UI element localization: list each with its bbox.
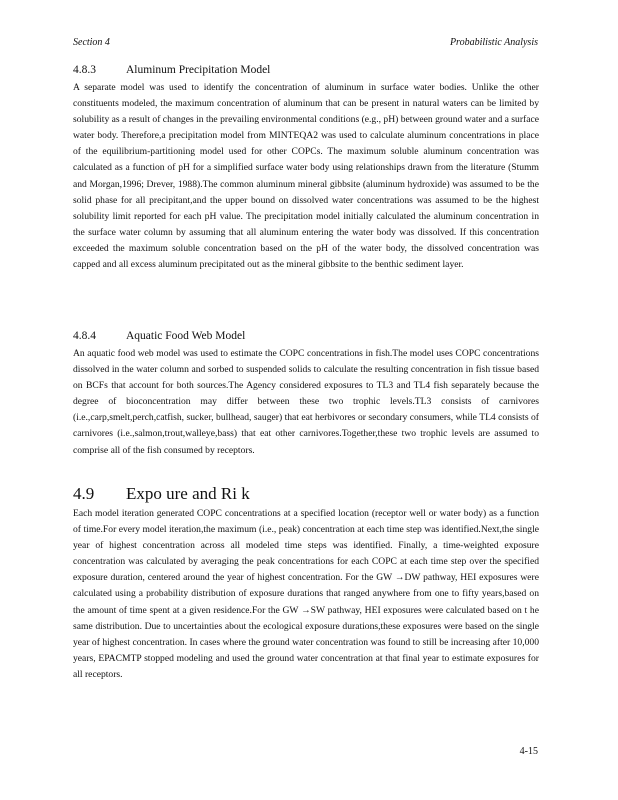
paragraph-aluminum-model: A separate model was used to identify the concentration of aluminum in surface water bodies. Unlike the other constituents modeled, the maximum concentration of aluminum that can be present in natural waters can be limited by solubility as a result of changes in the prevailing environmental conditions (e.g., pH) between ground water and a surface water body. Therefore,a precipitation model from MINTEQA2 was used to calculate aluminum concentrations in place of the equilibrium-partitioning model used for other COPCs. The maximum soluble aluminum concentration was calculated as a function of pH for a simplified surface water body using relationships drawn from the literature (Stumm and Morgan,1996; Drever, 1988).The common aluminum mineral gibbsite (aluminum hydroxide) was assumed to be the solid phase for all precipitant,and the upper bound on dissolved water concentrations was assumed to be the highest solubility limit reported for each pH value. The precipitation model initially calculated the aluminum concentration in the surface water column by assuming that all aluminum entering the water body was dissolved. If this concentration exceeded the maximum soluble concentration based on the pH of the water body, the dissolved concentration was capped and all excess aluminum precipitated out as the mineral gibbsite to the benthic sediment layer. xyxy=(73,82,539,271)
subsection-title: Aquatic Food Web Model xyxy=(126,330,246,342)
paragraph-food-web-model: An aquatic food web model was used to estimate the COPC concentrations in fish.The model uses COPC concentrations dissolved in the water column and sorbed to suspended solids to calculate the resulting concentration in fish tissue based on BCFs that account for both sources.The Agency considered exposures to TL3 and TL4 fish separately because the degree of bioconcentration may differ between these two trophic levels.TL3 consists of carnivores (i.e.,carp,smelt,perch,catfish, sucker, bullhead, sauger) that eat herbivores or secondary consumers, while TL4 consists of carnivores (i.e.,salmon,trout,walleye,bass) that eat other carnivores.Together,these two trophic levels are assumed to comprise all of the fish consumed by receptors. xyxy=(73,348,539,456)
subsection-title: Aluminum Precipitation Model xyxy=(126,64,271,76)
subsection-number: 4.8.3 xyxy=(73,64,96,76)
section-title: Expo ure and Ri k xyxy=(126,484,250,503)
subsection-heading-aluminum xyxy=(73,64,270,76)
running-header-title: Probabilistic Analysis xyxy=(449,37,538,48)
section-heading-exposure-risk xyxy=(73,484,250,504)
subsection-number: 4.8.4 xyxy=(73,330,96,342)
running-header-section: Section 4 xyxy=(73,37,110,48)
page-number: 4-15 xyxy=(519,746,538,757)
section-number: 4.9 xyxy=(73,484,95,503)
paragraph-exposure-risk: Each model iteration generated COPC concentrations at a specified location (receptor well or water body) as a function of time.For every model iteration,the maximum (i.e., peak) concentration at each time step was identified.Next,the single year of highest concentration across all modeled time steps was identified. Finally, a time-weighted exposure concentration was calculated by averaging the peak concentrations for each COPC at each time step over the specified exposure duration, centered around the year of highest concentration. For the GW →DW pathway, HEI exposures were calculated using a probability distribution of exposure durations that ranged anywhere from one to fifty years,based on the amount of time spent at a given residence.For the GW →SW pathway, HEI exposures were calculated based on t he same distribution. Due to uncertainties about the ecological exposure durations,these exposures were based on the single year of highest concentration. In cases where the ground water concentration was found to still be increasing after 10,000 years, EPACMTP stopped modeling and used the ground water concentration at that final year to estimate exposures for all receptors. xyxy=(73,508,539,680)
subsection-heading-food-web xyxy=(73,330,245,342)
